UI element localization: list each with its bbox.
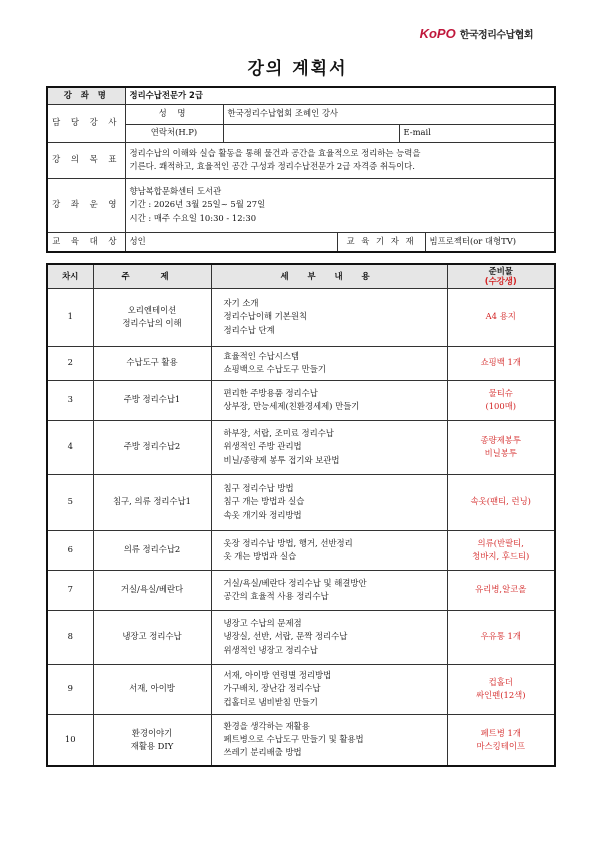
page-title: 강의 계획서 [247, 59, 348, 79]
session-number: 5 [47, 474, 93, 530]
session-topic [93, 664, 211, 714]
course-value: 정리수납전문가 2급 [125, 87, 555, 104]
detail-line: 편리한 주방용품 정리수납 [223, 387, 318, 398]
session-topic [93, 530, 211, 570]
session-number: 3 [47, 380, 93, 420]
topic-line: 침구, 의류 정리수납1 [112, 496, 192, 507]
detail-line: 효율적인 수납시스템 [223, 350, 299, 361]
col-prep-note: (수강생) [484, 276, 517, 287]
goal-line-2: 기른다. 쾌적하고, 효율적인 공간 구성과 정리수납전문가 2급 자격증 취득이다. [129, 161, 415, 171]
material-line: 비닐봉투 [484, 448, 517, 458]
session-topic [93, 346, 211, 380]
detail-line: 쓰레기 분리배출 방법 [223, 747, 302, 758]
col-topic-header: 주 제 [93, 264, 211, 288]
material-line: 마스킹테이프 [476, 740, 526, 751]
session-number: 10 [47, 714, 93, 766]
period: 기간 : 2026년 3월 25일~ 5월 27일 [129, 199, 266, 210]
topic-line: 정리수납의 이해 [122, 318, 182, 328]
venue: 향남복합문화센터 도서관 [129, 186, 222, 197]
goal-label: 강 의 목 표 [47, 142, 125, 178]
material-line: 페트병 1개 [480, 727, 521, 738]
schedule-row [47, 664, 555, 714]
col-prep-header [447, 264, 555, 288]
session-topic [93, 714, 211, 766]
session-details [211, 474, 447, 530]
detail-line: 비닐/종량제 봉투 접기와 보관법 [223, 454, 340, 465]
col-detail-header: 세 부 내 용 [211, 264, 447, 288]
session-number: 2 [47, 346, 93, 380]
topic-line: 재활용 DIY [130, 740, 174, 751]
topic-line: 주방 정리수납2 [123, 441, 181, 452]
goal-text [125, 142, 555, 178]
session-details [211, 530, 447, 570]
operation-text [125, 178, 555, 232]
material-line: 쇼핑백 1개 [480, 357, 521, 368]
schedule-row [47, 530, 555, 570]
topic-line: 오리엔테이션 [127, 304, 177, 315]
material-line: A4 용지 [485, 311, 516, 322]
session-topic [93, 610, 211, 664]
schedule-row [47, 420, 555, 474]
topic-line: 서재, 아이방 [129, 683, 175, 694]
logo-mark: KoPO [419, 26, 456, 41]
schedule-table [46, 263, 556, 767]
session-details [211, 346, 447, 380]
target-label: 교 육 대 상 [47, 232, 125, 252]
topic-line: 수납도구 활용 [126, 357, 178, 368]
col-prep-title: 준비물 [488, 265, 513, 276]
detail-line: 위생적인 주방 관리법 [223, 441, 302, 452]
material-line: 물티슈 [488, 387, 513, 398]
schedule-row [47, 610, 555, 664]
material-line: 우유통 1개 [480, 631, 521, 642]
schedule-row [47, 380, 555, 420]
material-line: 속옷(팬티, 런닝) [470, 496, 531, 507]
course-label: 강 좌 명 [47, 87, 125, 104]
schedule-row [47, 346, 555, 380]
session-materials [447, 714, 555, 766]
session-materials [447, 530, 555, 570]
material-line: 유리병,알코올 [475, 584, 527, 595]
topic-line: 주방 정리수납1 [123, 394, 181, 405]
class-time: 시간 : 매주 수요일 10:30 - 12:30 [129, 212, 257, 223]
topic-line: 거실/욕실/베란다 [120, 584, 184, 595]
session-number: 4 [47, 420, 93, 474]
session-materials [447, 420, 555, 474]
material-line: 청바지, 후드티) [472, 551, 530, 561]
detail-line: 정리수납 단계 [223, 324, 275, 335]
goal-line-1: 정리수납의 이해와 실습 활동을 통해 물건과 공간을 효율적으로 정리하는 능력을 [129, 147, 421, 158]
name-label: 성 명 [125, 104, 223, 124]
material-line: 컵홀더 [488, 676, 513, 687]
detail-line: 침구 정리수납 방법 [223, 483, 294, 494]
org-name: 한국정리수납협회 [459, 30, 533, 41]
session-materials [447, 288, 555, 346]
instructor-label: 담 당 강 사 [47, 104, 125, 142]
session-number: 7 [47, 570, 93, 610]
session-details [211, 570, 447, 610]
name-value: 한국정리수납협회 조혜인 강사 [223, 104, 555, 124]
session-topic [93, 570, 211, 610]
material-line: 싸인펜(12색) [475, 690, 526, 700]
session-materials [447, 380, 555, 420]
topic-line: 의류 정리수납2 [123, 544, 181, 555]
session-number: 8 [47, 610, 93, 664]
detail-line: 서재, 아이방 연령별 정리방법 [223, 670, 332, 681]
session-materials [447, 664, 555, 714]
col-no-header: 차시 [47, 264, 93, 288]
detail-line: 하부장, 서랍, 조미료 정리수납 [223, 428, 334, 439]
detail-line: 냉장실, 선반, 서랍, 문짝 정리수납 [223, 631, 348, 642]
session-topic [93, 288, 211, 346]
detail-line: 페트병으로 수납도구 만들기 및 활용법 [223, 734, 364, 745]
session-number: 6 [47, 530, 93, 570]
session-topic [93, 420, 211, 474]
detail-line: 옷 개는 방법과 실습 [223, 551, 297, 561]
detail-line: 가구배치, 장난감 정리수납 [223, 683, 321, 694]
material-line: 의류(반팔티, [477, 537, 524, 548]
email-label: E-mail [399, 124, 555, 142]
session-topic [93, 380, 211, 420]
course-info-table [46, 86, 556, 253]
detail-line: 냉장고 수납의 문제점 [223, 618, 302, 629]
detail-line: 정리수납이해 기본원칙 [223, 311, 308, 322]
detail-line: 공간의 효율적 사용 정리수납 [223, 591, 329, 601]
schedule-row [47, 474, 555, 530]
target-value: 성인 [125, 232, 337, 252]
schedule-row [47, 288, 555, 346]
session-details [211, 714, 447, 766]
material-line: (100매) [485, 401, 517, 411]
contact-label: 연락처(H.P) [125, 124, 223, 142]
operation-label: 강 좌 운 영 [47, 178, 125, 232]
equipment-value: 빔프로젝터(or 대형TV) [425, 232, 555, 252]
material-line: 종량제봉투 [480, 434, 521, 445]
session-materials [447, 610, 555, 664]
session-materials [447, 474, 555, 530]
session-details [211, 380, 447, 420]
detail-line: 상부장, 만능세제(친환경세제) 만들기 [223, 401, 360, 411]
detail-line: 쇼핑백으로 수납도구 만들기 [223, 364, 326, 374]
contact-value [223, 124, 399, 142]
detail-line: 속옷 개기와 정리방법 [223, 509, 302, 520]
session-materials [447, 570, 555, 610]
session-number: 1 [47, 288, 93, 346]
detail-line: 위생적인 냉장고 정리수납 [223, 644, 318, 655]
detail-line: 거실/욕실/베란다 정리수납 및 해결방안 [223, 577, 367, 588]
session-materials [447, 346, 555, 380]
equipment-label: 교 육 기 자 재 [337, 232, 425, 252]
detail-line: 자기 소개 [223, 298, 259, 309]
session-topic [93, 474, 211, 530]
schedule-row [47, 570, 555, 610]
org-logo [420, 26, 533, 41]
schedule-row [47, 714, 555, 766]
detail-line: 옷장 정리수납 방법, 행거, 선반정리 [223, 537, 353, 548]
session-details [211, 610, 447, 664]
session-details [211, 420, 447, 474]
topic-line: 냉장고 정리수납 [122, 631, 182, 642]
topic-line: 환경이야기 [131, 727, 173, 738]
session-details [211, 288, 447, 346]
session-number: 9 [47, 664, 93, 714]
session-details [211, 664, 447, 714]
detail-line: 컵홀더로 냄비받침 만들기 [223, 696, 318, 707]
detail-line: 환경을 생각하는 재활용 [223, 721, 310, 732]
detail-line: 침구 개는 방법과 실습 [223, 496, 305, 507]
